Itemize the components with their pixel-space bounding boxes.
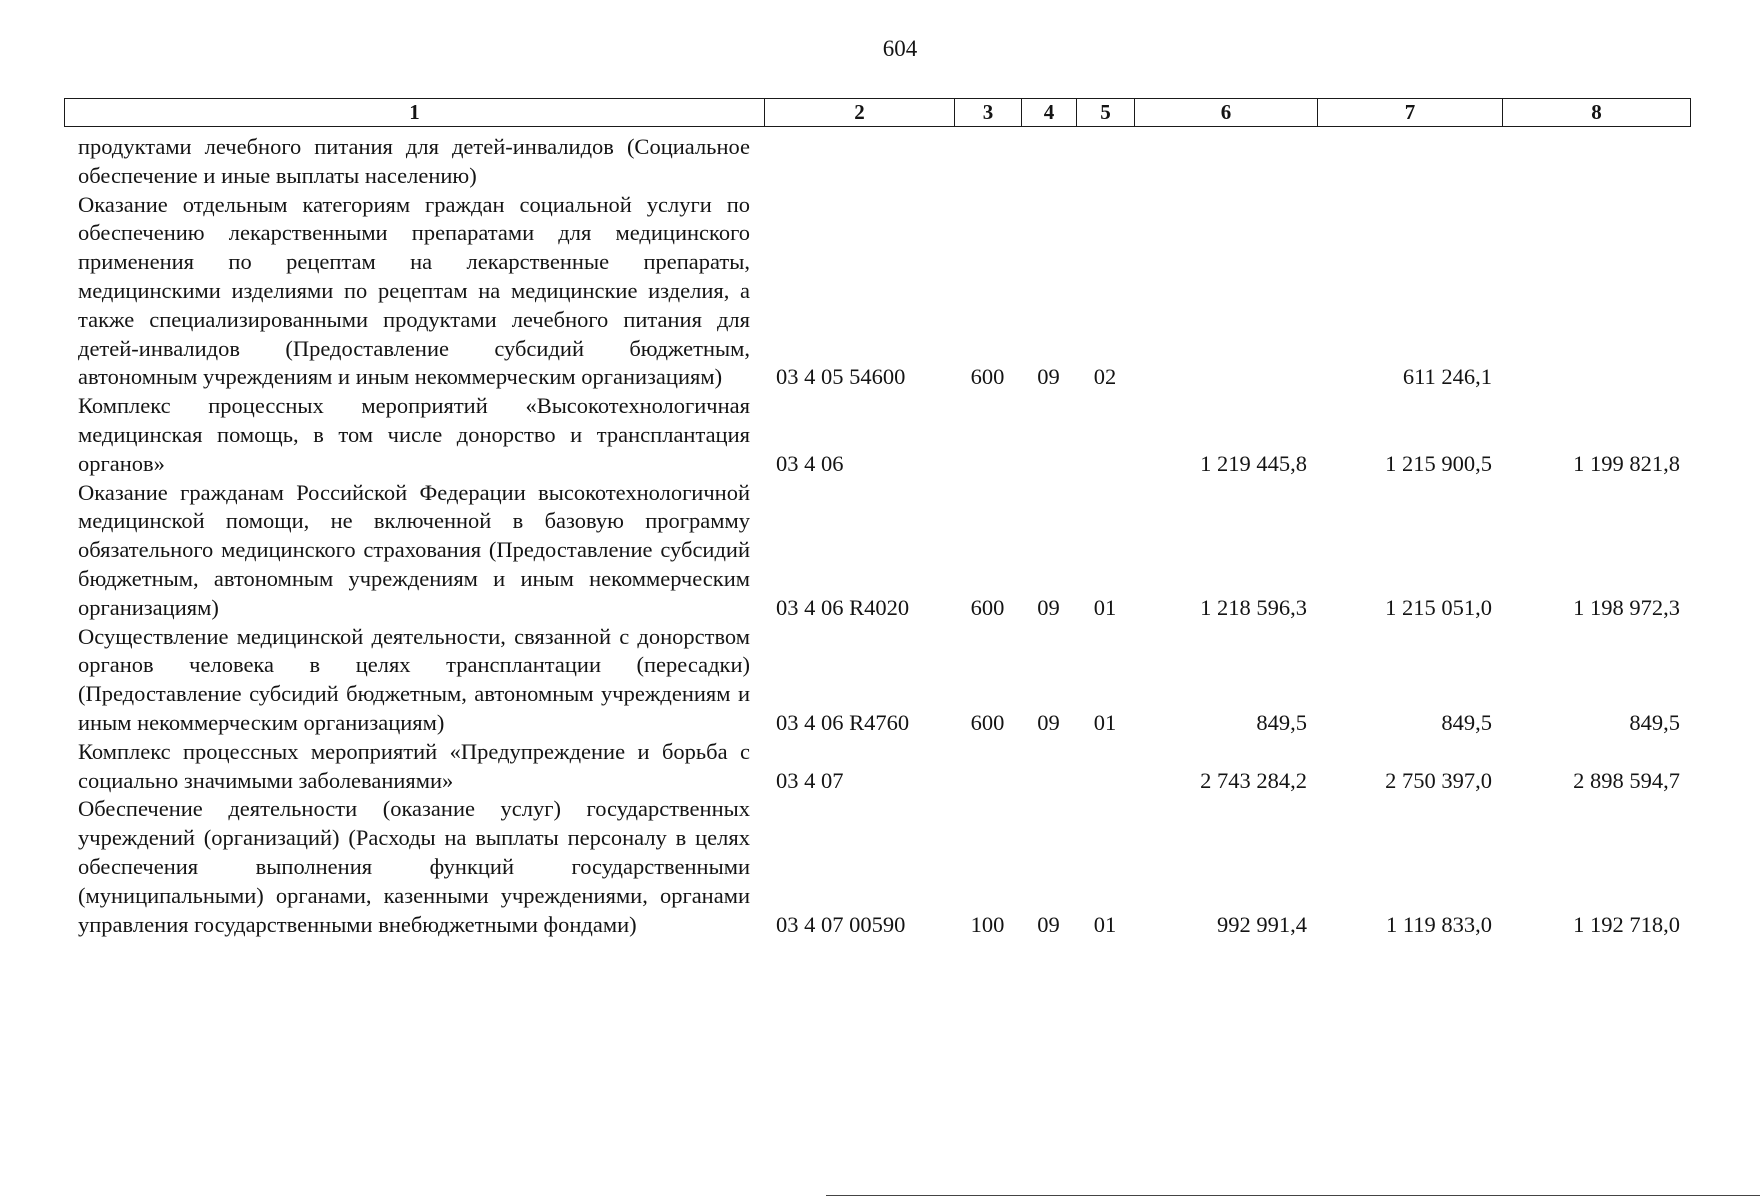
row-amount-col6: 1 219 445,8: [1200, 450, 1307, 476]
table-row: [64, 795, 1690, 939]
bottom-rule: [826, 1195, 1760, 1196]
row-section: [1021, 133, 1076, 191]
row-type: 600: [970, 594, 1005, 620]
row-description: продуктами лечебного питания для детей-инвалидов (Социальное обеспечение и иные выплаты населению): [78, 134, 750, 188]
row-description: Комплекс процессных мероприятий «Предупреждение и борьба с социально значимыми заболеваниями»: [78, 738, 750, 793]
row-amount-col6: [1134, 191, 1317, 393]
row-section: [1021, 738, 1076, 796]
row-section: 09: [1037, 709, 1060, 735]
row-amount-col7: 1 215 900,5: [1385, 450, 1492, 476]
row-code: [764, 133, 954, 191]
row-amount-col7: 2 750 397,0: [1385, 767, 1492, 793]
row-amount-col8: [1502, 133, 1690, 191]
row-amount-col7: 1 119 833,0: [1385, 911, 1492, 937]
budget-table: [64, 133, 1690, 939]
row-description: Комплекс процессных мероприятий «Высокотехнологичная медицинская помощь, в том числе донорство и трансплантация органов»: [78, 393, 750, 476]
row-amount-col6: 849,5: [1256, 709, 1307, 735]
header-col-8: 8: [1503, 99, 1691, 127]
row-amount-col8: 1 199 821,8: [1573, 450, 1680, 476]
header-col-6: 6: [1135, 99, 1318, 127]
row-subsection: 01: [1093, 709, 1117, 735]
row-section: [1021, 392, 1076, 478]
row-amount-col8: 849,5: [1629, 709, 1680, 735]
row-subsection: [1076, 133, 1134, 191]
row-code: 03 4 07: [776, 767, 844, 793]
row-description: Оказание гражданам Российской Федерации высокотехнологичной медицинской помощи, не включенной в базовую программу обязательного медицинского страхования (Предоставление субсидий бюджетным, автономным учреждениям и иным некоммерческим организациям): [78, 479, 750, 620]
row-section: 09: [1037, 364, 1060, 390]
table-row: [64, 133, 1690, 191]
table-row: [64, 191, 1690, 393]
row-amount-col6: 1 218 596,3: [1200, 594, 1307, 620]
row-subsection: 02: [1093, 364, 1117, 390]
row-type: [954, 738, 1021, 796]
row-type: [954, 133, 1021, 191]
row-code: 03 4 07 00590: [776, 911, 906, 937]
row-amount-col8: 1 198 972,3: [1573, 594, 1680, 620]
row-amount-col6: 2 743 284,2: [1200, 767, 1307, 793]
row-amount-col8: 1 192 718,0: [1573, 911, 1680, 937]
row-code: 03 4 06: [776, 450, 844, 476]
row-amount-col7: 611 246,1: [1402, 364, 1492, 390]
row-amount-col7: [1317, 133, 1502, 191]
row-section: 09: [1037, 594, 1060, 620]
header-col-4: 4: [1022, 99, 1077, 127]
row-subsection: [1076, 738, 1134, 796]
row-description: Осуществление медицинской деятельности, связанной с донорством органов человека в целях трансплантации (пересадки) (Предоставление субсидий бюджетным, автономным учреждениям и иным некоммерческим организациям): [78, 623, 750, 735]
row-section: 09: [1037, 911, 1060, 937]
page-number: 604: [882, 36, 918, 61]
row-subsection: 01: [1093, 911, 1117, 937]
row-type: 600: [970, 709, 1005, 735]
row-amount-col8: [1502, 191, 1690, 393]
header-col-2: 2: [765, 99, 955, 127]
row-type: 100: [970, 911, 1005, 937]
row-type: [954, 392, 1021, 478]
table-row: [64, 738, 1690, 796]
row-amount-col7: 849,5: [1441, 709, 1492, 735]
table-row: [64, 623, 1690, 738]
row-description: Обеспечение деятельности (оказание услуг) государственных учреждений (организаций) (Расходы на выплаты персоналу в целях обеспечения выполнения функций государственными (муниципальными) органами, казенными учреждениями, органами управления государственными внебюджетными фондами): [78, 796, 750, 937]
row-code: 03 4 05 54600: [776, 364, 906, 390]
header-col-5: 5: [1077, 99, 1135, 127]
row-description: Оказание отдельным категориям граждан социальной услуги по обеспечению лекарственными препаратами для медицинского применения по рецептам на лекарственные препараты, медицинскими изделиями по рецептам на медицинские изделия, а также специализированными продуктами лечебного питания для детей-инвалидов (Предоставление субсидий бюджетным, автономным учреждениям и иным некоммерческим организациям): [78, 191, 750, 390]
header-col-7: 7: [1318, 99, 1503, 127]
row-code: 03 4 06 R4760: [776, 709, 910, 735]
row-subsection: 01: [1093, 594, 1117, 620]
header-row: [65, 99, 1691, 127]
row-code: 03 4 06 R4020: [776, 594, 910, 620]
table-header: [64, 98, 1691, 127]
row-amount-col7: 1 215 051,0: [1385, 594, 1492, 620]
table-row: [64, 392, 1690, 478]
row-amount-col6: 992 991,4: [1217, 911, 1307, 937]
row-subsection: [1076, 392, 1134, 478]
table-row: [64, 479, 1690, 623]
row-amount-col8: 2 898 594,7: [1573, 767, 1680, 793]
row-amount-col6: [1134, 133, 1317, 191]
header-col-1: 1: [65, 99, 765, 127]
header-col-3: 3: [955, 99, 1022, 127]
row-type: 600: [970, 364, 1005, 390]
